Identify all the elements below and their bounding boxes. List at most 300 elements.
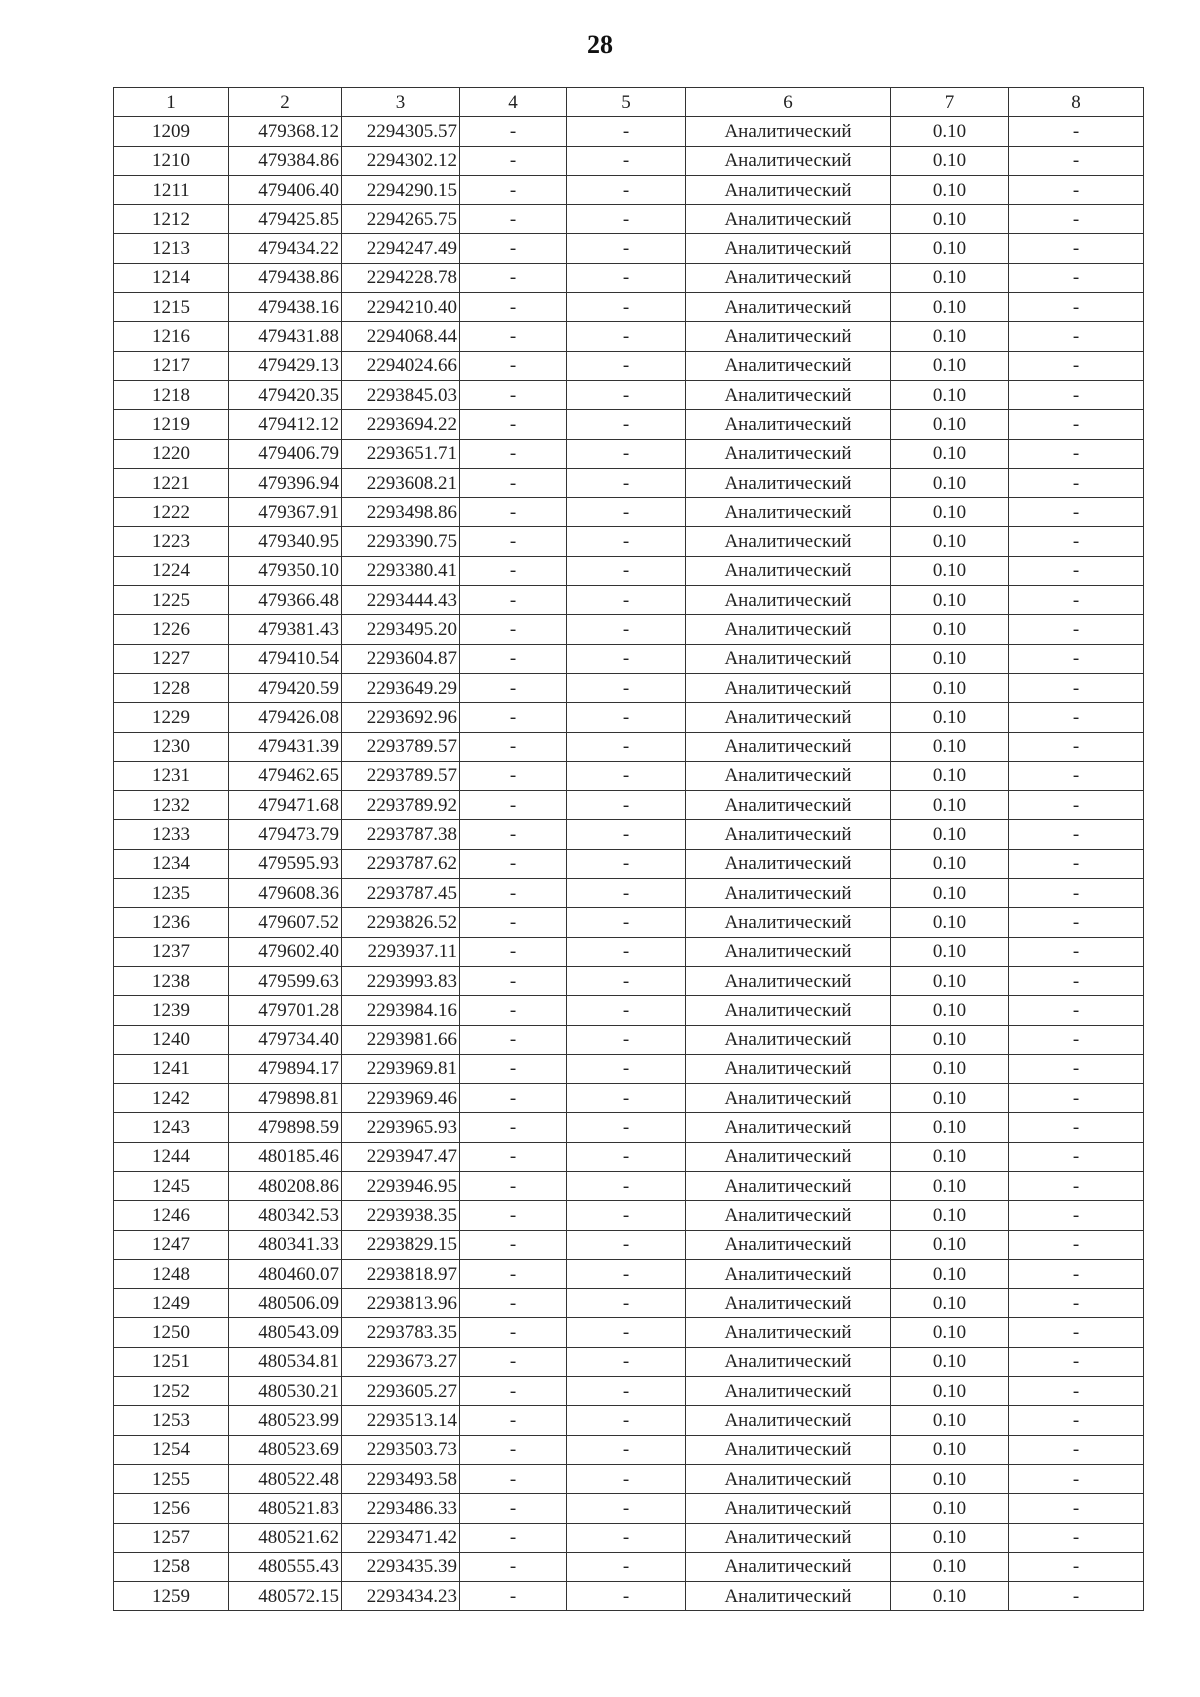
cell-point-number: 1230 [114, 732, 229, 761]
cell-col-4: - [460, 937, 567, 966]
cell-col-4: - [460, 351, 567, 380]
cell-coord-x: 479412.12 [229, 410, 342, 439]
cell-col-8: - [1009, 1552, 1144, 1581]
cell-col-4: - [460, 1230, 567, 1259]
cell-method: Аналитический [686, 322, 891, 351]
cell-point-number: 1220 [114, 439, 229, 468]
cell-col-8: - [1009, 498, 1144, 527]
cell-col-5: - [567, 1494, 686, 1523]
cell-col-4: - [460, 380, 567, 409]
cell-col-4: - [460, 1259, 567, 1288]
cell-col-8: - [1009, 1377, 1144, 1406]
table-row [114, 1464, 1144, 1493]
cell-coord-y: 2293471.42 [342, 1523, 460, 1552]
cell-point-number: 1248 [114, 1259, 229, 1288]
cell-coord-x: 480522.48 [229, 1464, 342, 1493]
cell-col-5: - [567, 703, 686, 732]
cell-coord-y: 2293486.33 [342, 1494, 460, 1523]
cell-method: Аналитический [686, 205, 891, 234]
column-header-6: 6 [686, 88, 891, 117]
table-row [114, 468, 1144, 497]
cell-method: Аналитический [686, 615, 891, 644]
cell-coord-y: 2293981.66 [342, 1025, 460, 1054]
cell-col-5: - [567, 175, 686, 204]
table-row [114, 351, 1144, 380]
cell-col-4: - [460, 263, 567, 292]
cell-coord-x: 479599.63 [229, 966, 342, 995]
cell-point-number: 1223 [114, 527, 229, 556]
cell-col-4: - [460, 1582, 567, 1611]
cell-col-8: - [1009, 879, 1144, 908]
cell-method: Аналитический [686, 1201, 891, 1230]
cell-accuracy: 0.10 [891, 1377, 1009, 1406]
table-row [114, 1552, 1144, 1581]
cell-col-5: - [567, 1377, 686, 1406]
cell-coord-x: 480534.81 [229, 1347, 342, 1376]
table-row [114, 1377, 1144, 1406]
cell-col-5: - [567, 849, 686, 878]
cell-col-4: - [460, 1142, 567, 1171]
table-row [114, 1171, 1144, 1200]
cell-accuracy: 0.10 [891, 1435, 1009, 1464]
cell-method: Аналитический [686, 1523, 891, 1552]
cell-method: Аналитический [686, 146, 891, 175]
cell-method: Аналитический [686, 351, 891, 380]
cell-accuracy: 0.10 [891, 351, 1009, 380]
cell-accuracy: 0.10 [891, 732, 1009, 761]
cell-accuracy: 0.10 [891, 117, 1009, 146]
coordinates-table [113, 87, 1144, 1611]
cell-coord-x: 479420.59 [229, 673, 342, 702]
cell-coord-y: 2293787.62 [342, 849, 460, 878]
cell-col-4: - [460, 234, 567, 263]
cell-coord-x: 479595.93 [229, 849, 342, 878]
column-header-1: 1 [114, 88, 229, 117]
cell-accuracy: 0.10 [891, 1523, 1009, 1552]
cell-point-number: 1231 [114, 761, 229, 790]
cell-coord-y: 2293845.03 [342, 380, 460, 409]
cell-accuracy: 0.10 [891, 1230, 1009, 1259]
cell-coord-y: 2293444.43 [342, 586, 460, 615]
cell-accuracy: 0.10 [891, 791, 1009, 820]
cell-accuracy: 0.10 [891, 820, 1009, 849]
cell-accuracy: 0.10 [891, 498, 1009, 527]
cell-point-number: 1214 [114, 263, 229, 292]
cell-coord-y: 2293604.87 [342, 644, 460, 673]
cell-point-number: 1215 [114, 293, 229, 322]
cell-point-number: 1227 [114, 644, 229, 673]
cell-col-5: - [567, 1406, 686, 1435]
cell-col-5: - [567, 1113, 686, 1142]
cell-point-number: 1257 [114, 1523, 229, 1552]
cell-coord-y: 2293789.57 [342, 732, 460, 761]
cell-coord-x: 479894.17 [229, 1054, 342, 1083]
cell-coord-x: 479340.95 [229, 527, 342, 556]
cell-coord-y: 2293435.39 [342, 1552, 460, 1581]
cell-col-5: - [567, 1582, 686, 1611]
cell-method: Аналитический [686, 1171, 891, 1200]
cell-col-5: - [567, 1318, 686, 1347]
table-row [114, 263, 1144, 292]
cell-col-8: - [1009, 820, 1144, 849]
cell-point-number: 1229 [114, 703, 229, 732]
cell-col-5: - [567, 673, 686, 702]
cell-col-4: - [460, 732, 567, 761]
cell-coord-y: 2293390.75 [342, 527, 460, 556]
cell-col-5: - [567, 1552, 686, 1581]
table-row [114, 908, 1144, 937]
cell-accuracy: 0.10 [891, 1289, 1009, 1318]
cell-coord-x: 479410.54 [229, 644, 342, 673]
cell-col-5: - [567, 351, 686, 380]
cell-col-5: - [567, 234, 686, 263]
cell-col-4: - [460, 146, 567, 175]
table-row [114, 1142, 1144, 1171]
cell-coord-y: 2293993.83 [342, 966, 460, 995]
cell-col-4: - [460, 205, 567, 234]
cell-col-8: - [1009, 351, 1144, 380]
cell-point-number: 1210 [114, 146, 229, 175]
cell-col-5: - [567, 1230, 686, 1259]
table-header [114, 88, 1144, 117]
cell-col-5: - [567, 644, 686, 673]
cell-accuracy: 0.10 [891, 1259, 1009, 1288]
cell-col-4: - [460, 1494, 567, 1523]
cell-point-number: 1249 [114, 1289, 229, 1318]
cell-point-number: 1222 [114, 498, 229, 527]
cell-coord-y: 2293605.27 [342, 1377, 460, 1406]
cell-point-number: 1226 [114, 615, 229, 644]
cell-coord-x: 479434.22 [229, 234, 342, 263]
cell-accuracy: 0.10 [891, 1552, 1009, 1581]
cell-coord-y: 2294247.49 [342, 234, 460, 263]
cell-col-8: - [1009, 234, 1144, 263]
cell-col-8: - [1009, 1435, 1144, 1464]
cell-col-4: - [460, 1347, 567, 1376]
cell-point-number: 1256 [114, 1494, 229, 1523]
cell-coord-x: 480460.07 [229, 1259, 342, 1288]
cell-method: Аналитический [686, 1347, 891, 1376]
cell-coord-y: 2293434.23 [342, 1582, 460, 1611]
cell-col-4: - [460, 293, 567, 322]
cell-col-4: - [460, 966, 567, 995]
cell-col-8: - [1009, 527, 1144, 556]
cell-coord-x: 479471.68 [229, 791, 342, 820]
cell-col-5: - [567, 1025, 686, 1054]
cell-col-8: - [1009, 205, 1144, 234]
cell-coord-y: 2294265.75 [342, 205, 460, 234]
table-row [114, 1347, 1144, 1376]
cell-accuracy: 0.10 [891, 322, 1009, 351]
cell-coord-y: 2294024.66 [342, 351, 460, 380]
cell-col-5: - [567, 1142, 686, 1171]
cell-point-number: 1216 [114, 322, 229, 351]
cell-coord-x: 479607.52 [229, 908, 342, 937]
cell-method: Аналитический [686, 410, 891, 439]
cell-coord-y: 2294210.40 [342, 293, 460, 322]
cell-method: Аналитический [686, 527, 891, 556]
cell-col-4: - [460, 1025, 567, 1054]
cell-coord-x: 480521.62 [229, 1523, 342, 1552]
cell-method: Аналитический [686, 1406, 891, 1435]
cell-col-8: - [1009, 468, 1144, 497]
cell-coord-y: 2294302.12 [342, 146, 460, 175]
cell-coord-x: 479381.43 [229, 615, 342, 644]
table-row [114, 1113, 1144, 1142]
cell-point-number: 1252 [114, 1377, 229, 1406]
cell-col-5: - [567, 468, 686, 497]
cell-coord-x: 480523.99 [229, 1406, 342, 1435]
cell-method: Аналитический [686, 498, 891, 527]
cell-accuracy: 0.10 [891, 439, 1009, 468]
cell-coord-x: 480530.21 [229, 1377, 342, 1406]
table-row [114, 1025, 1144, 1054]
table-row [114, 527, 1144, 556]
cell-method: Аналитический [686, 117, 891, 146]
cell-col-8: - [1009, 586, 1144, 615]
cell-col-4: - [460, 644, 567, 673]
cell-method: Аналитический [686, 1435, 891, 1464]
table-row [114, 205, 1144, 234]
table-row [114, 966, 1144, 995]
cell-coord-y: 2293513.14 [342, 1406, 460, 1435]
cell-point-number: 1247 [114, 1230, 229, 1259]
table-row [114, 175, 1144, 204]
cell-coord-y: 2294228.78 [342, 263, 460, 292]
cell-col-8: - [1009, 966, 1144, 995]
cell-col-8: - [1009, 146, 1144, 175]
cell-method: Аналитический [686, 849, 891, 878]
cell-col-4: - [460, 703, 567, 732]
cell-col-8: - [1009, 1582, 1144, 1611]
cell-coord-x: 479367.91 [229, 498, 342, 527]
table-row [114, 820, 1144, 849]
cell-accuracy: 0.10 [891, 1113, 1009, 1142]
cell-col-4: - [460, 1289, 567, 1318]
cell-accuracy: 0.10 [891, 966, 1009, 995]
cell-col-5: - [567, 615, 686, 644]
cell-method: Аналитический [686, 1494, 891, 1523]
cell-method: Аналитический [686, 1054, 891, 1083]
cell-coord-x: 480185.46 [229, 1142, 342, 1171]
cell-point-number: 1259 [114, 1582, 229, 1611]
table-row [114, 996, 1144, 1025]
cell-col-8: - [1009, 1113, 1144, 1142]
cell-point-number: 1245 [114, 1171, 229, 1200]
cell-coord-y: 2293503.73 [342, 1435, 460, 1464]
page-number: 28 [587, 30, 613, 59]
cell-accuracy: 0.10 [891, 527, 1009, 556]
cell-method: Аналитический [686, 293, 891, 322]
cell-method: Аналитический [686, 586, 891, 615]
cell-col-5: - [567, 937, 686, 966]
cell-coord-x: 479366.48 [229, 586, 342, 615]
cell-point-number: 1219 [114, 410, 229, 439]
cell-coord-x: 479420.35 [229, 380, 342, 409]
cell-coord-x: 479438.16 [229, 293, 342, 322]
cell-point-number: 1254 [114, 1435, 229, 1464]
cell-method: Аналитический [686, 791, 891, 820]
cell-col-8: - [1009, 293, 1144, 322]
cell-coord-y: 2293692.96 [342, 703, 460, 732]
cell-coord-y: 2293937.11 [342, 937, 460, 966]
cell-method: Аналитический [686, 996, 891, 1025]
cell-point-number: 1228 [114, 673, 229, 702]
cell-coord-y: 2293783.35 [342, 1318, 460, 1347]
cell-coord-x: 479438.86 [229, 263, 342, 292]
cell-point-number: 1243 [114, 1113, 229, 1142]
cell-accuracy: 0.10 [891, 996, 1009, 1025]
table-row [114, 849, 1144, 878]
cell-accuracy: 0.10 [891, 1582, 1009, 1611]
column-header-2: 2 [229, 88, 342, 117]
cell-col-5: - [567, 1464, 686, 1493]
cell-accuracy: 0.10 [891, 937, 1009, 966]
cell-col-8: - [1009, 1406, 1144, 1435]
cell-col-5: - [567, 791, 686, 820]
cell-col-8: - [1009, 1347, 1144, 1376]
cell-col-8: - [1009, 117, 1144, 146]
cell-col-4: - [460, 1084, 567, 1113]
cell-accuracy: 0.10 [891, 703, 1009, 732]
cell-col-4: - [460, 1406, 567, 1435]
cell-col-5: - [567, 1201, 686, 1230]
cell-coord-y: 2294305.57 [342, 117, 460, 146]
cell-coord-x: 479384.86 [229, 146, 342, 175]
cell-coord-y: 2293947.47 [342, 1142, 460, 1171]
cell-col-5: - [567, 879, 686, 908]
column-header-8: 8 [1009, 88, 1144, 117]
cell-col-5: - [567, 556, 686, 585]
cell-col-8: - [1009, 1025, 1144, 1054]
cell-method: Аналитический [686, 1025, 891, 1054]
cell-col-8: - [1009, 1230, 1144, 1259]
cell-method: Аналитический [686, 1230, 891, 1259]
cell-point-number: 1225 [114, 586, 229, 615]
table-body [114, 117, 1144, 1611]
cell-coord-y: 2293673.27 [342, 1347, 460, 1376]
cell-col-4: - [460, 1318, 567, 1347]
cell-coord-x: 479406.40 [229, 175, 342, 204]
cell-col-5: - [567, 1084, 686, 1113]
cell-point-number: 1236 [114, 908, 229, 937]
cell-coord-x: 479898.81 [229, 1084, 342, 1113]
cell-col-8: - [1009, 1054, 1144, 1083]
cell-col-4: - [460, 615, 567, 644]
cell-col-5: - [567, 293, 686, 322]
cell-col-4: - [460, 468, 567, 497]
cell-accuracy: 0.10 [891, 1494, 1009, 1523]
cell-col-5: - [567, 996, 686, 1025]
table-row [114, 146, 1144, 175]
cell-accuracy: 0.10 [891, 673, 1009, 702]
cell-col-8: - [1009, 1084, 1144, 1113]
cell-col-5: - [567, 1259, 686, 1288]
cell-coord-x: 479426.08 [229, 703, 342, 732]
table-row [114, 1435, 1144, 1464]
cell-coord-y: 2293946.95 [342, 1171, 460, 1200]
cell-col-5: - [567, 322, 686, 351]
cell-col-4: - [460, 1054, 567, 1083]
cell-point-number: 1217 [114, 351, 229, 380]
cell-accuracy: 0.10 [891, 1142, 1009, 1171]
cell-col-4: - [460, 761, 567, 790]
cell-col-8: - [1009, 263, 1144, 292]
cell-col-8: - [1009, 1318, 1144, 1347]
cell-col-4: - [460, 791, 567, 820]
cell-coord-x: 479396.94 [229, 468, 342, 497]
cell-accuracy: 0.10 [891, 293, 1009, 322]
cell-col-4: - [460, 908, 567, 937]
cell-accuracy: 0.10 [891, 1084, 1009, 1113]
cell-accuracy: 0.10 [891, 586, 1009, 615]
cell-col-4: - [460, 673, 567, 702]
table-row [114, 498, 1144, 527]
cell-col-4: - [460, 117, 567, 146]
cell-coord-x: 479350.10 [229, 556, 342, 585]
cell-method: Аналитический [686, 937, 891, 966]
cell-col-4: - [460, 1171, 567, 1200]
cell-coord-y: 2293787.45 [342, 879, 460, 908]
cell-accuracy: 0.10 [891, 615, 1009, 644]
cell-col-4: - [460, 175, 567, 204]
table-row [114, 1318, 1144, 1347]
cell-coord-x: 480543.09 [229, 1318, 342, 1347]
cell-col-4: - [460, 439, 567, 468]
cell-accuracy: 0.10 [891, 205, 1009, 234]
cell-coord-y: 2293969.81 [342, 1054, 460, 1083]
cell-coord-x: 479608.36 [229, 879, 342, 908]
cell-method: Аналитический [686, 644, 891, 673]
cell-col-8: - [1009, 1289, 1144, 1318]
cell-col-5: - [567, 498, 686, 527]
cell-coord-x: 479734.40 [229, 1025, 342, 1054]
column-header-3: 3 [342, 88, 460, 117]
cell-col-8: - [1009, 849, 1144, 878]
cell-col-8: - [1009, 644, 1144, 673]
cell-coord-x: 479429.13 [229, 351, 342, 380]
cell-coord-y: 2293694.22 [342, 410, 460, 439]
cell-point-number: 1251 [114, 1347, 229, 1376]
cell-col-4: - [460, 849, 567, 878]
table-row [114, 644, 1144, 673]
cell-point-number: 1255 [114, 1464, 229, 1493]
cell-coord-x: 480208.86 [229, 1171, 342, 1200]
table-row [114, 732, 1144, 761]
cell-method: Аналитический [686, 468, 891, 497]
table-row [114, 380, 1144, 409]
cell-col-8: - [1009, 1523, 1144, 1552]
cell-col-5: - [567, 966, 686, 995]
cell-col-8: - [1009, 1171, 1144, 1200]
cell-col-4: - [460, 1377, 567, 1406]
cell-col-4: - [460, 996, 567, 1025]
cell-coord-y: 2294068.44 [342, 322, 460, 351]
cell-accuracy: 0.10 [891, 1347, 1009, 1376]
cell-col-4: - [460, 322, 567, 351]
cell-coord-x: 479368.12 [229, 117, 342, 146]
cell-col-4: - [460, 879, 567, 908]
cell-col-8: - [1009, 1201, 1144, 1230]
table-row [114, 1259, 1144, 1288]
cell-method: Аналитический [686, 820, 891, 849]
cell-point-number: 1246 [114, 1201, 229, 1230]
cell-col-8: - [1009, 615, 1144, 644]
cell-col-5: - [567, 205, 686, 234]
cell-coord-x: 479431.39 [229, 732, 342, 761]
cell-coord-x: 480572.15 [229, 1582, 342, 1611]
cell-point-number: 1241 [114, 1054, 229, 1083]
